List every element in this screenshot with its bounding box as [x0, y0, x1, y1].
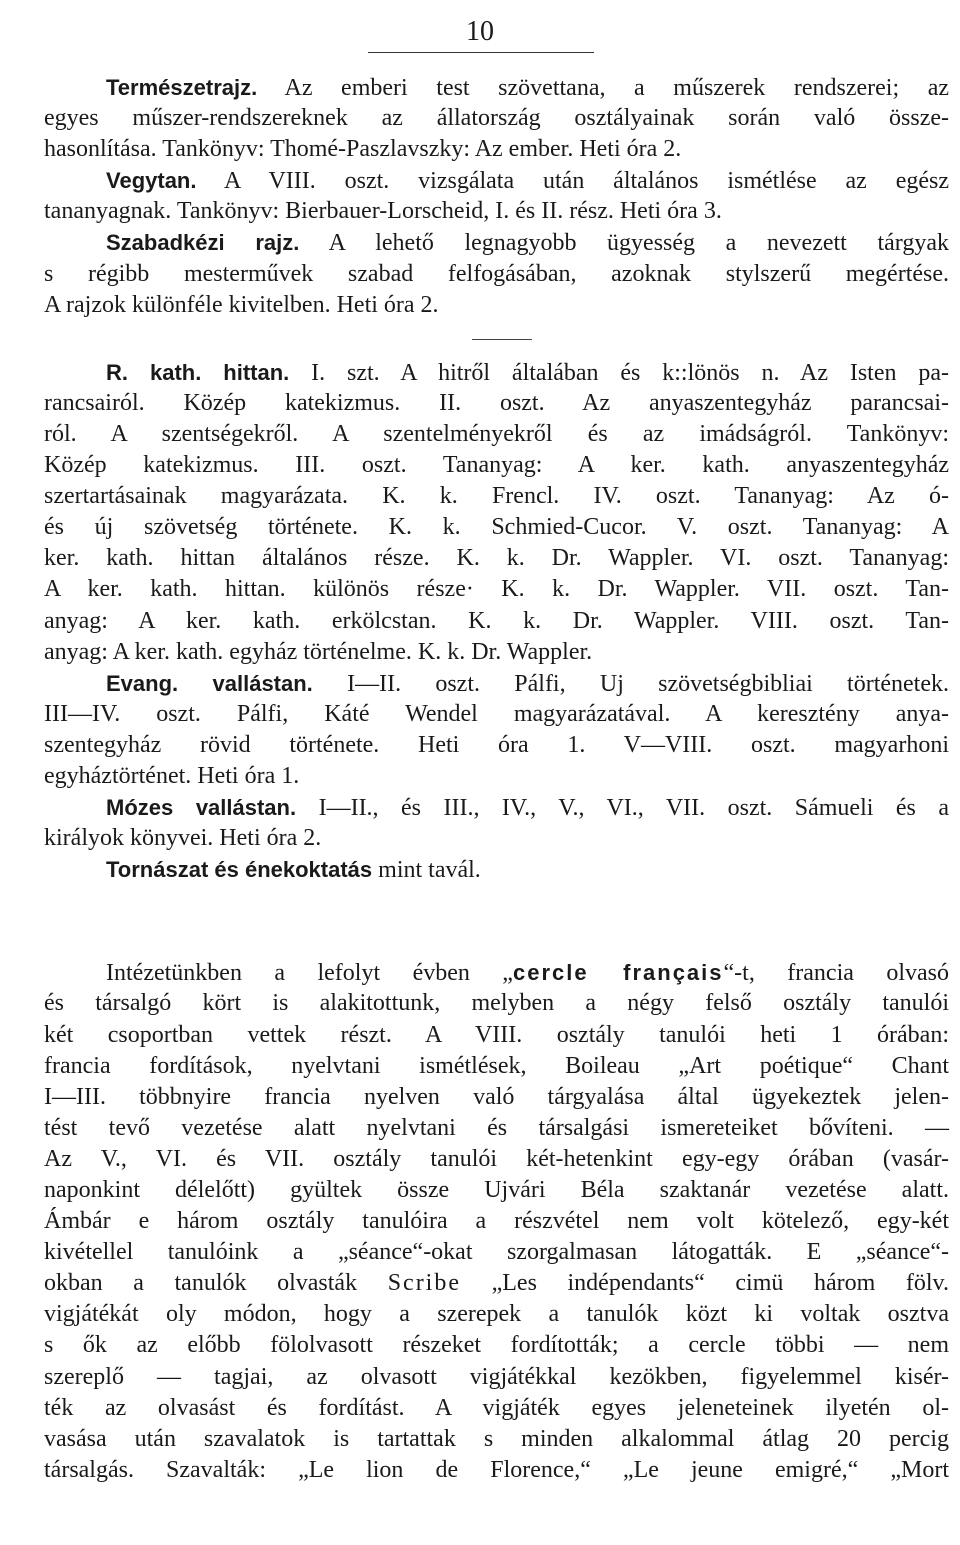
text-line: és társalgó kört is alakitottunk, melyben a négy felső osztály tanulói — [44, 990, 949, 1017]
text-line: s ők az előbb fölolvasott részeket fordították; a cercle többi — nem — [44, 1332, 949, 1359]
text-line: ról. A szentségekről. A szentelményekről és az imádságról. Tankönyv: — [44, 420, 949, 447]
text-line: Természetrajz. Az emberi test szövettana, a műszerek rendszerei; az — [106, 75, 949, 101]
text-line: A rajzok különféle kivitelben. Heti óra 2. — [44, 291, 439, 318]
text-line: okban a tanulók olvasták Scribe „Les indépendants“ cimü három fölv. — [44, 1270, 949, 1297]
text-line: egyháztörténet. Heti óra 1. — [44, 762, 300, 789]
text-line: rancsairól. Közép katekizmus. II. oszt. Az anyaszentegyház parancsai- — [44, 389, 949, 416]
text-line: tananyagnak. Tankönyv: Bierbauer-Lorscheid, I. és II. rész. Heti óra 3. — [44, 198, 722, 225]
header-rule — [368, 52, 594, 53]
section-heading: Evang. vallástan. — [106, 670, 313, 696]
section-divider — [44, 321, 949, 357]
text-line: társalgás. Szavalták: „Le lion de Florence,“ „Le jeune emigré,“ „Mort — [44, 1456, 949, 1483]
text-line: hasonlítása. Tankönyv: Thomé-Paszlavszky: Az ember. Heti óra 2. — [44, 136, 682, 163]
text-line: naponkint délelőtt) gyültek össze Ujvári Béla szaktanár vezetése alatt. — [44, 1177, 949, 1203]
section-heading: Természetrajz. — [106, 75, 258, 100]
text-line: s régibb mesterművek szabad felfogásában, azoknak stylszerű megértése. — [44, 260, 949, 287]
text-line: Vegytan. A VIII. oszt. vizsgálata után általános ismétlése az egész — [106, 168, 949, 195]
text-line: vigjátékát oly módon, hogy a szerepek a tanulók közt ki voltak osztva — [44, 1301, 949, 1328]
text-line: egyes műszer-rendszereknek az állatország osztályainak során való össze- — [44, 105, 949, 132]
text-line: Evang. vallástan. I—II. oszt. Pálfi, Uj szövetségbibliai történetek. — [106, 670, 950, 697]
text-line: Közép katekizmus. III. oszt. Tananyag: A ker. kath. anyaszentegyház — [44, 452, 949, 479]
text-line: kivétellel tanulóink a „séance“-okat szorgalmasan látogatták. E „séance“- — [44, 1239, 949, 1266]
text-line: királyok könyvei. Heti óra 2. — [44, 825, 322, 852]
text-line: Tornászat és énekoktatás mint tavál. — [106, 857, 481, 884]
text-line: vasása után szavalatok is tartattak s minden alkalommal átlag 20 percig — [44, 1425, 949, 1452]
text-line: I—III. többnyire francia nyelven való tárgyalása által ügyekeztek jelen- — [44, 1083, 949, 1110]
text-line: Szabadkézi rajz. A lehető legnagyobb ügyesség a nevezett tárgyak — [106, 230, 949, 257]
text-line: A ker. kath. hittan. különös része· K. k. Dr. Wappler. VII. oszt. Tan- — [44, 576, 949, 603]
text-line: Mózes vallástan. I—II., és III., IV., V., VI., VII. oszt. Sámueli és a — [106, 795, 949, 822]
text-line: anyag: A ker. kath. erkölcstan. K. k. Dr. Wappler. VIII. oszt. Tan- — [44, 607, 949, 634]
emphasis-text: cercle français — [512, 960, 724, 986]
section-heading: Tornászat és énekoktatás — [106, 857, 373, 883]
text-line: és új szövetség története. K. k. Schmied-Cucor. V. oszt. Tananyag: A — [44, 514, 949, 541]
text-line: francia fordítások, nyelvtani ismétlések, Boileau „Art poétique“ Chant — [44, 1052, 949, 1079]
section-heading: Szabadkézi rajz. — [106, 230, 300, 256]
section-heading: Mózes vallástan. — [106, 795, 297, 821]
text-line: III—IV. oszt. Pálfi, Káté Wendel magyarázatával. A keresztény anya- — [44, 700, 949, 727]
paragraph-gap — [44, 885, 949, 957]
text-line: tést tevő vezetése alatt nyelvtani és társalgási ismereteiket bővíteni. — — [44, 1114, 949, 1141]
text-line: Az V., VI. és VII. osztály tanulói két-hetenkint egy-egy órában (vasár- — [44, 1145, 949, 1172]
text-line: Intézetünkben a lefolyt évben „cercle français“-t, francia olvasó — [106, 960, 949, 987]
text-line: R. kath. hittan. I. szt. A hitről általában és k::lönös n. Az Isten pa- — [106, 359, 950, 386]
text-line: szertartásainak magyarázata. K. k. Frencl. IV. oszt. Tananyag: Az ó- — [44, 483, 949, 510]
section-heading: Vegytan. — [106, 168, 197, 194]
section-heading: R. kath. hittan. — [106, 359, 290, 385]
page-body — [44, 72, 949, 1486]
emphasis-text: Scribe — [387, 1270, 461, 1297]
text-line: Ámbár e három osztály tanulóira a részvétel nem volt kötelező, egy-két — [44, 1208, 949, 1235]
text-line: két csoportban vettek részt. A VIII. osztály tanulói heti 1 órában: — [44, 1021, 949, 1048]
text-line: ker. kath. hittan általános része. K. k. Dr. Wappler. VI. oszt. Tananyag: — [44, 545, 949, 572]
text-line: szereplő — tagjai, az olvasott vigjátékkal kezökben, figyelemmel kisér- — [44, 1363, 949, 1390]
text-line: szentegyház rövid története. Heti óra 1. V—VIII. oszt. magyarhoni — [44, 731, 949, 758]
page-number: 10 — [466, 16, 494, 47]
text-line: ték az olvasást és fordítást. A vigjáték egyes jeleneteinek ilyetén ol- — [44, 1394, 949, 1421]
divider-rule — [472, 339, 532, 340]
text-line: anyag: A ker. kath. egyház történelme. K. k. Dr. Wappler. — [44, 638, 593, 665]
